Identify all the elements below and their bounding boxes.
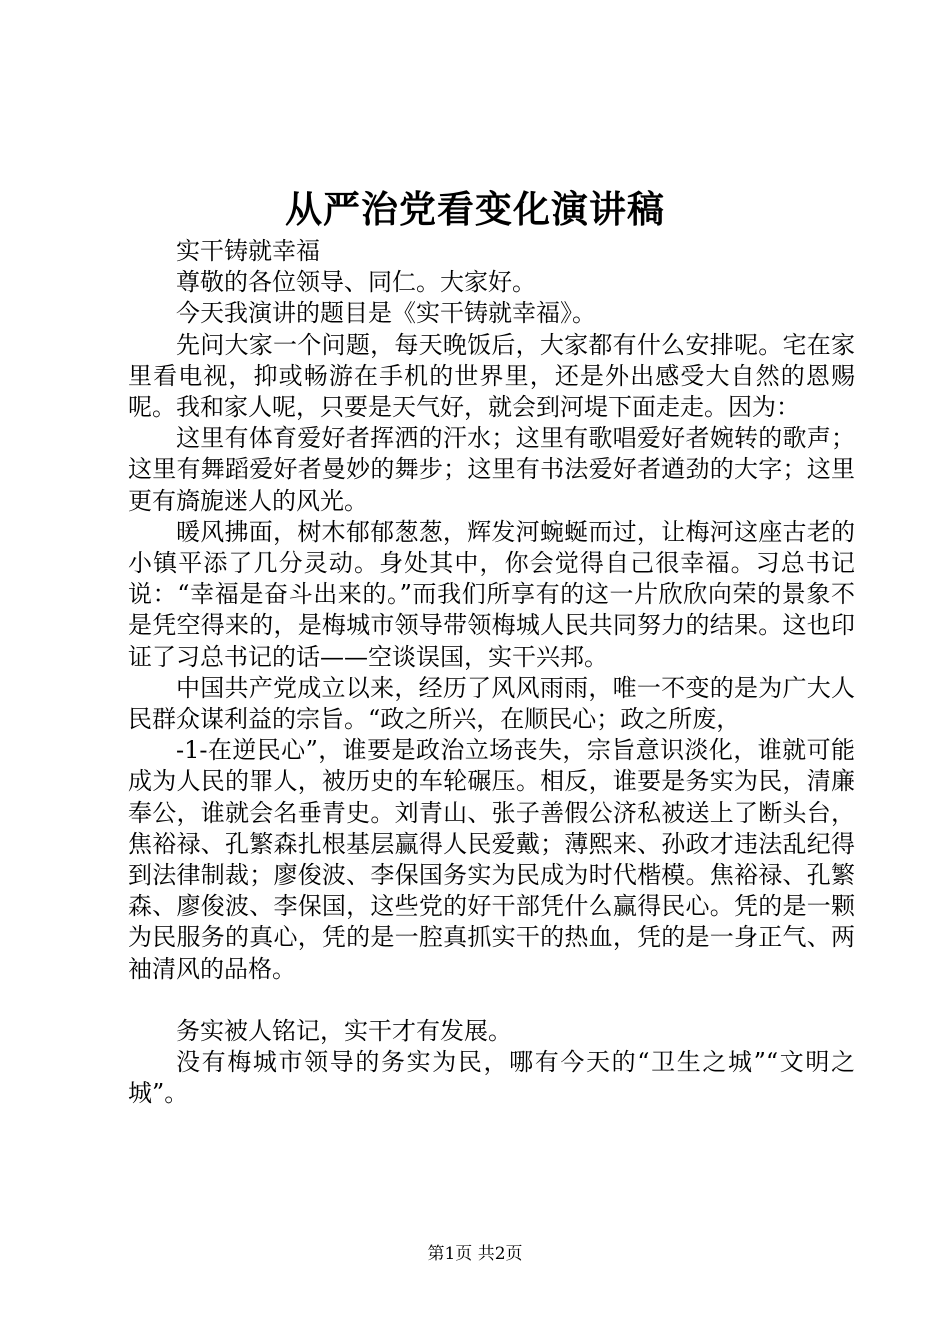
body-paragraph: 先问大家一个问题，每天晚饭后，大家都有什么安排呢。宅在家里看电视，抑或畅游在手机的世界里，还是外出感受大自然的恩赐呢。我和家人呢，只要是天气好，就会到河堤下面走走。因为： <box>128 330 855 422</box>
page-number-footer: 第1页 共2页 <box>427 1244 523 1264</box>
greeting-paragraph: 尊敬的各位领导、同仁。大家好。 <box>176 268 536 297</box>
body-paragraph: 暖风拂面，树木郁郁葱葱，辉发河蜿蜒而过，让梅河这座古老的小镇平添了几分灵动。身处其中，你会觉得自己很幸福。习总书记说：“幸福是奋斗出来的。”而我们所享有的这一片欣欣向荣的景象不是凭空得来的，是梅城市领导带领梅城人民共同努力的结果。这也印证了习总书记的话——空谈误国，实干兴邦。 <box>128 517 855 671</box>
subtitle-paragraph: 实干铸就幸福 <box>176 237 320 265</box>
body-paragraph: 务实被人铭记，实干才有发展。 <box>176 1016 512 1045</box>
document-body <box>128 236 855 1109</box>
body-paragraph: 没有梅城市领导的务实为民，哪有今天的“卫生之城”“文明之城”。 <box>128 1048 855 1108</box>
body-paragraph: 这里有体育爱好者挥洒的汗水；这里有歌唱爱好者婉转的歌声；这里有舞蹈爱好者曼妙的舞步；这里有书法爱好者遒劲的大字；这里更有旖旎迷人的风光。 <box>128 424 855 515</box>
body-paragraph: 中国共产党成立以来，经历了风风雨雨，唯一不变的是为广大人民群众谋利益的宗旨。“政之所兴，在顺民心；政之所废， <box>128 673 855 734</box>
body-paragraph: -1-在逆民心”，谁要是政治立场丧失，宗旨意识淡化，谁就可能成为人民的罪人，被历史的车轮碾压。相反，谁要是务实为民，清廉奉公，谁就会名垂青史。刘青山、张子善假公济私被送上了断头台，焦裕禄、孔繁森扎根基层赢得人民爱戴；薄熙来、孙政才违法乱纪得到法律制裁；廖俊波、李保国务实为民成为时代楷模。焦裕禄、孔繁森、廖俊波、李保国，这些党的好干部凭什么赢得民心。凭的是一颗为民服务的真心，凭的是一腔真抓实干的热血，凭的是一身正气、两袖清风的品格。 <box>128 736 855 983</box>
topic-paragraph: 今天我演讲的题目是《实干铸就幸福》。 <box>176 299 596 328</box>
document-title: 从严治党看变化演讲稿 <box>285 187 665 231</box>
